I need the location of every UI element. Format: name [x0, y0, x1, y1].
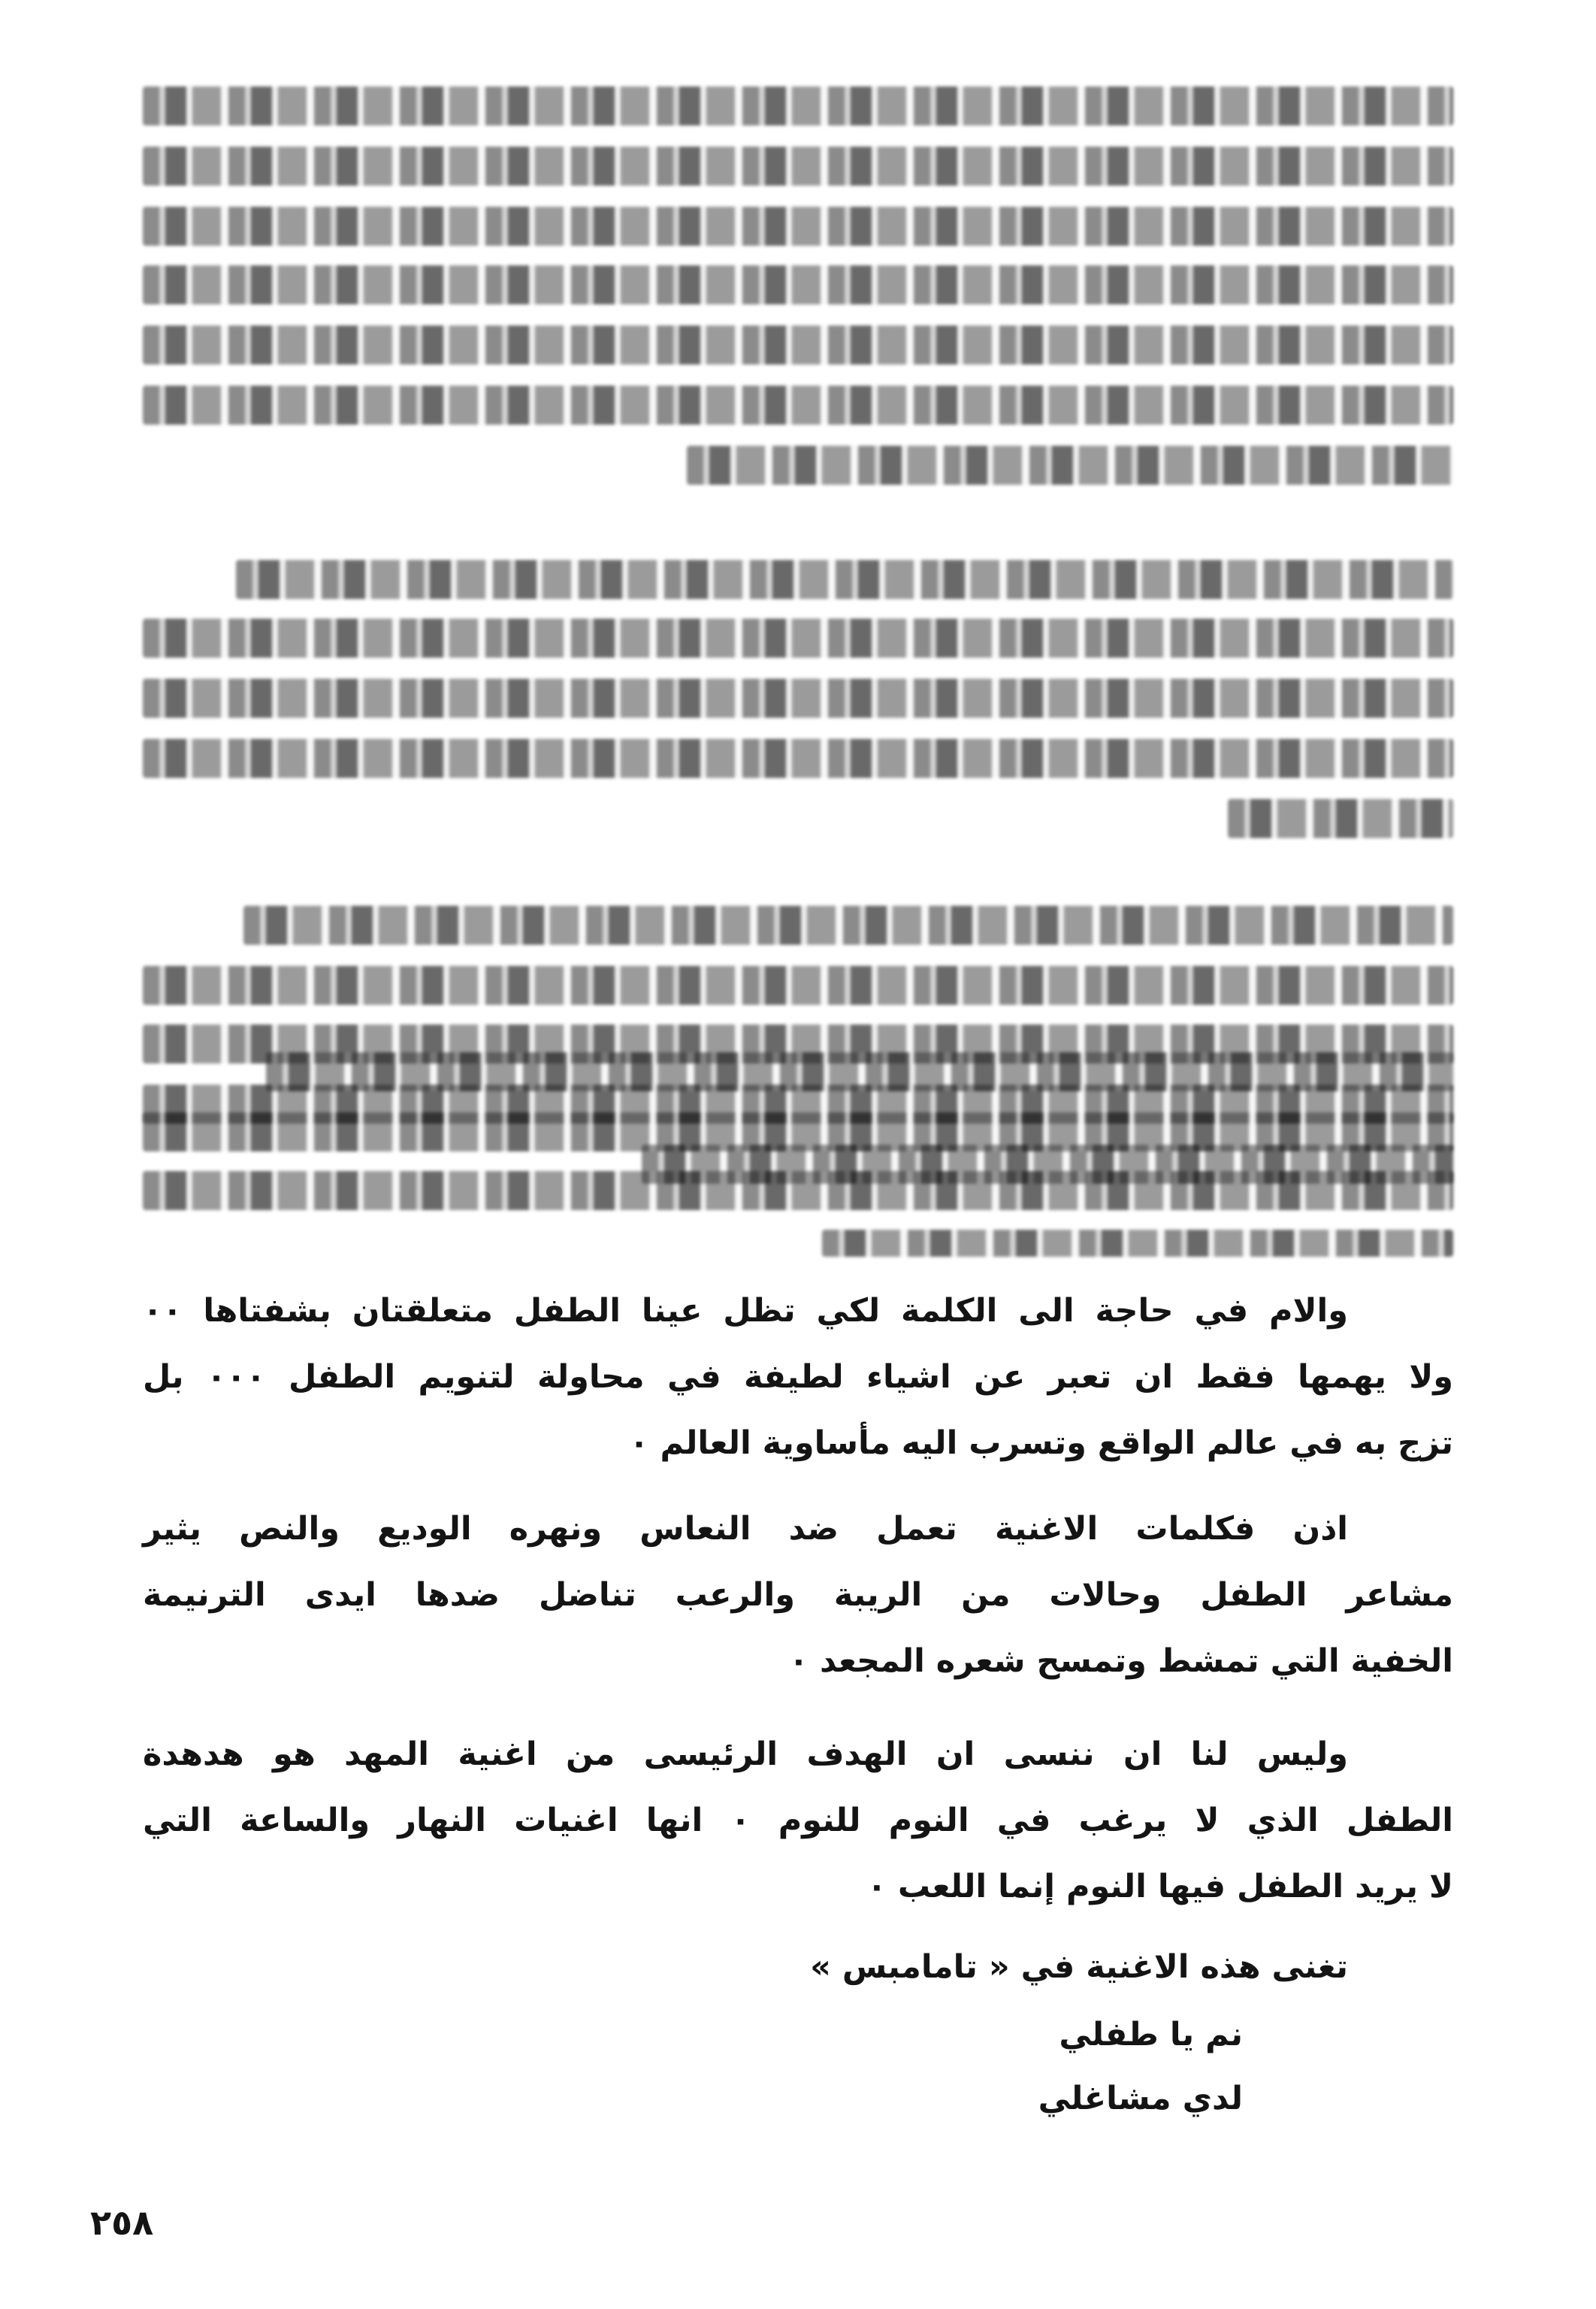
- paragraph-line: مشاعر الطفل وحالات من الريبة والرعب تناضل ضدها ايدى الترنيمة: [143, 1576, 1453, 1614]
- illegible-line: [143, 386, 1453, 425]
- illegible-text-region: [143, 1022, 1453, 1248]
- illegible-line: [143, 966, 1453, 1005]
- verse-intro: تغنى هذه الاغنية في « تامامبس »: [810, 1948, 1348, 1986]
- illegible-line: [143, 679, 1453, 718]
- illegible-line: [687, 446, 1453, 485]
- illegible-line: [143, 1171, 1453, 1210]
- illegible-line: [822, 1230, 1453, 1257]
- paragraph-1: [143, 1278, 1453, 1476]
- illegible-line: [243, 906, 1453, 945]
- illegible-line: [1228, 799, 1453, 838]
- verse-line: نم يا طفلي: [1059, 2016, 1243, 2053]
- verse-line: لدي مشاغلي: [1038, 2080, 1243, 2117]
- paragraph-line: اذن فكلمات الاغنية تعمل ضد النعاس ونهره الوديع والنص يثير: [143, 1510, 1348, 1548]
- paragraph-line: تزج به في عالم الواقع وتسرب اليه مأساوية العالم ٠: [629, 1424, 1453, 1462]
- illegible-line: [143, 1112, 1453, 1151]
- paragraph-3: [143, 1721, 1453, 1920]
- paragraph-line: والام في حاجة الى الكلمة لكي تظل عينا الطفل متعلقتان بشفتاها ٠٠: [143, 1292, 1348, 1330]
- paragraph-2: [143, 1496, 1453, 1694]
- paragraph-line: الطفل الذي لا يرغب في النوم للنوم ٠ انها اغنيات النهار والساعة التي: [143, 1802, 1453, 1839]
- page-number: ٢٥٨: [90, 2202, 154, 2243]
- illegible-line: [143, 147, 1453, 186]
- paragraph-line: الخفية التي تمشط وتمسح شعره المجعد ٠: [788, 1642, 1453, 1680]
- illegible-line: [143, 86, 1453, 126]
- illegible-line: [143, 739, 1453, 778]
- illegible-line: [143, 619, 1453, 658]
- illegible-line: [143, 325, 1453, 365]
- illegible-line: [143, 207, 1453, 246]
- paragraph-line: وليس لنا ان ننسى ان الهدف الرئيسى من اغنية المهد هو هدهدة: [143, 1736, 1348, 1773]
- illegible-line: [266, 1052, 1453, 1091]
- illegible-line: [143, 265, 1453, 304]
- paragraph-line: لا يريد الطفل فيها النوم إنما اللعب ٠: [866, 1868, 1453, 1905]
- illegible-line: [236, 560, 1453, 599]
- paragraph-line: ولا يهمها فقط ان تعبر عن اشياء لطيفة في محاولة لتنويم الطفل ٠٠٠ بل: [143, 1358, 1453, 1396]
